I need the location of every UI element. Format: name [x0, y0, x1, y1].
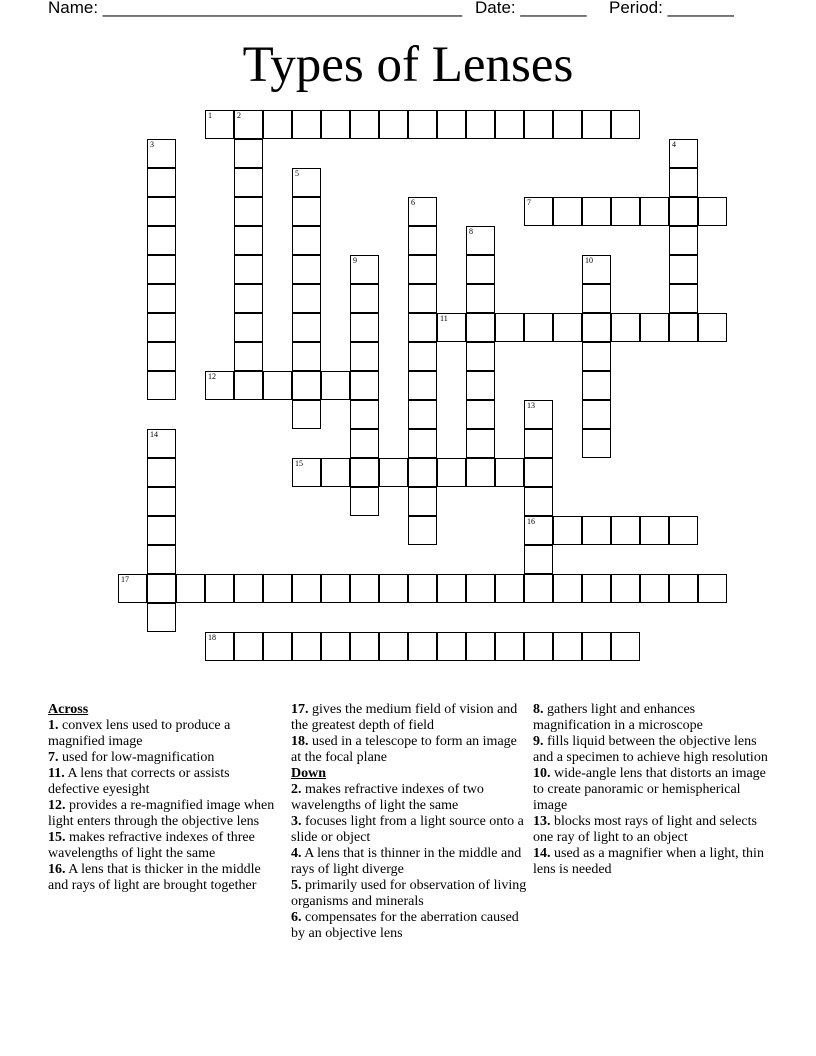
crossword-cell[interactable]	[495, 632, 524, 661]
crossword-cell[interactable]	[147, 603, 176, 632]
crossword-cell[interactable]	[408, 342, 437, 371]
clue-item	[48, 830, 284, 862]
crossword-cell[interactable]	[437, 110, 466, 139]
clues-column-1	[48, 702, 284, 894]
crossword-cell[interactable]	[408, 110, 437, 139]
clue-number: 9.	[533, 734, 544, 749]
crossword-cell[interactable]	[350, 487, 379, 516]
crossword-cell[interactable]	[669, 197, 698, 226]
cell-number: 18	[208, 633, 216, 642]
crossword-cell[interactable]	[611, 110, 640, 139]
crossword-cell[interactable]	[408, 284, 437, 313]
clue-text: makes refractive indexes of two wavelengths of light the same	[291, 782, 484, 813]
clue-item	[533, 766, 769, 814]
crossword-cell[interactable]	[408, 574, 437, 603]
crossword-cell[interactable]	[611, 632, 640, 661]
crossword-cell[interactable]	[466, 371, 495, 400]
crossword-cell[interactable]	[611, 574, 640, 603]
crossword-cell[interactable]	[205, 632, 234, 661]
clue-text: fills liquid between the objective lens and a specimen to achieve high resolution	[533, 734, 768, 765]
crossword-cell[interactable]	[147, 342, 176, 371]
clue-text: primarily used for observation of living organisms and minerals	[291, 878, 527, 909]
clue-item	[291, 702, 527, 734]
crossword-cell[interactable]	[205, 574, 234, 603]
crossword-cell[interactable]	[234, 255, 263, 284]
clue-text: focuses light from a light source onto a slide or object	[291, 814, 524, 845]
crossword-cell[interactable]	[379, 110, 408, 139]
crossword-cell[interactable]	[582, 255, 611, 284]
crossword-cell[interactable]	[553, 516, 582, 545]
crossword-cell[interactable]	[234, 342, 263, 371]
crossword-cell[interactable]	[437, 574, 466, 603]
crossword-cell[interactable]	[147, 545, 176, 574]
across-clue-list	[48, 718, 284, 894]
cell-number: 6	[411, 198, 415, 207]
crossword-cell[interactable]	[292, 342, 321, 371]
clue-number: 5.	[291, 878, 302, 893]
crossword-cell[interactable]	[582, 110, 611, 139]
cell-number: 9	[353, 256, 357, 265]
crossword-cell[interactable]	[669, 516, 698, 545]
clues-column-3	[533, 702, 769, 878]
crossword-cell[interactable]	[292, 255, 321, 284]
clue-number: 15.	[48, 830, 66, 845]
crossword-cell[interactable]	[234, 139, 263, 168]
cell-number: 8	[469, 227, 473, 236]
crossword-cell[interactable]	[524, 574, 553, 603]
crossword-cell[interactable]	[408, 516, 437, 545]
crossword-cell[interactable]	[524, 458, 553, 487]
clue-text: makes refractive indexes of three wavelengths of light the same	[48, 830, 255, 861]
cell-number: 7	[527, 198, 531, 207]
clue-item	[533, 846, 769, 878]
crossword-cell[interactable]	[698, 574, 727, 603]
clue-number: 10.	[533, 766, 551, 781]
clue-item	[48, 718, 284, 750]
clue-number: 11.	[48, 766, 65, 781]
crossword-cell[interactable]	[147, 516, 176, 545]
crossword-cell[interactable]	[553, 110, 582, 139]
crossword-cell[interactable]	[582, 342, 611, 371]
clue-text: gives the medium field of vision and the greatest depth of field	[291, 702, 518, 733]
crossword-cell[interactable]	[292, 226, 321, 255]
crossword-cell[interactable]	[640, 574, 669, 603]
clue-text: compensates for the aberration caused by an objective lens	[291, 910, 519, 941]
clue-number: 3.	[291, 814, 302, 829]
crossword-cell[interactable]	[147, 371, 176, 400]
crossword-cell[interactable]	[147, 255, 176, 284]
clue-number: 18.	[291, 734, 309, 749]
crossword-cell[interactable]	[350, 110, 379, 139]
crossword-cell[interactable]	[524, 545, 553, 574]
crossword-cell[interactable]	[292, 458, 321, 487]
crossword-cell[interactable]	[147, 458, 176, 487]
crossword-cell[interactable]	[582, 284, 611, 313]
crossword-cell[interactable]	[524, 487, 553, 516]
clue-text: wide-angle lens that distorts an image to create panoramic or hemispherical image	[533, 766, 766, 813]
crossword-cell[interactable]	[350, 429, 379, 458]
crossword-cell[interactable]	[234, 226, 263, 255]
crossword-cell[interactable]	[147, 226, 176, 255]
clue-number: 2.	[291, 782, 302, 797]
crossword-cell[interactable]	[350, 458, 379, 487]
clues-column-2	[291, 702, 527, 942]
crossword-cell[interactable]	[553, 197, 582, 226]
crossword-cell[interactable]	[321, 458, 350, 487]
crossword-cell[interactable]	[553, 632, 582, 661]
clue-number: 12.	[48, 798, 66, 813]
crossword-cell[interactable]	[466, 342, 495, 371]
crossword-cell[interactable]	[292, 371, 321, 400]
clue-item	[533, 702, 769, 734]
crossword-cell[interactable]	[437, 313, 466, 342]
cell-number: 15	[295, 459, 303, 468]
crossword-cell[interactable]	[408, 487, 437, 516]
crossword-cell[interactable]	[466, 400, 495, 429]
clue-item	[291, 910, 527, 942]
clue-text: A lens that is thinner in the middle and rays of light diverge	[291, 846, 522, 877]
crossword-cell[interactable]	[147, 168, 176, 197]
crossword-cell[interactable]	[350, 313, 379, 342]
crossword-cell[interactable]	[408, 197, 437, 226]
crossword-cell[interactable]	[524, 429, 553, 458]
crossword-cell[interactable]	[292, 284, 321, 313]
clue-text: used in a telescope to form an image at the focal plane	[291, 734, 517, 765]
crossword-cell[interactable]	[234, 371, 263, 400]
clue-number: 7.	[48, 750, 59, 765]
crossword-cell[interactable]	[524, 197, 553, 226]
crossword-cell[interactable]	[292, 313, 321, 342]
clue-number: 6.	[291, 910, 302, 925]
clue-item	[533, 814, 769, 846]
crossword-cell[interactable]	[640, 516, 669, 545]
crossword-cell[interactable]	[408, 371, 437, 400]
clue-number: 14.	[533, 846, 551, 861]
crossword-cell[interactable]	[292, 168, 321, 197]
name-field[interactable]: Name: ______________________________________	[48, 0, 463, 17]
crossword-cell[interactable]	[669, 168, 698, 197]
crossword-cell[interactable]	[408, 400, 437, 429]
clue-item	[48, 750, 284, 766]
crossword-cell[interactable]	[379, 632, 408, 661]
crossword-cell[interactable]	[350, 371, 379, 400]
crossword-cell[interactable]	[669, 226, 698, 255]
crossword-cell[interactable]	[582, 371, 611, 400]
crossword-cell[interactable]	[292, 400, 321, 429]
page-title: Types of Lenses	[242, 37, 574, 93]
date-field[interactable]: Date: _______	[475, 0, 587, 17]
clue-number: 8.	[533, 702, 544, 717]
crossword-cell[interactable]	[350, 255, 379, 284]
crossword-cell[interactable]	[147, 429, 176, 458]
crossword-cell[interactable]	[698, 197, 727, 226]
crossword-cell[interactable]	[147, 139, 176, 168]
crossword-cell[interactable]	[669, 313, 698, 342]
crossword-cell[interactable]	[350, 632, 379, 661]
crossword-cell[interactable]	[234, 110, 263, 139]
crossword-cell[interactable]	[234, 284, 263, 313]
clue-text: A lens that corrects or assists defective eyesight	[48, 766, 230, 797]
crossword-cell[interactable]	[263, 632, 292, 661]
crossword-cell[interactable]	[466, 226, 495, 255]
crossword-cell[interactable]	[118, 574, 147, 603]
clue-text: gathers light and enhances magnification in a microscope	[533, 702, 703, 733]
crossword-cell[interactable]	[234, 574, 263, 603]
clue-item	[291, 782, 527, 814]
crossword-cell[interactable]	[466, 284, 495, 313]
crossword-cell[interactable]	[553, 574, 582, 603]
clue-number: 1.	[48, 718, 59, 733]
across-heading: Across	[48, 702, 89, 717]
clue-number: 13.	[533, 814, 551, 829]
down-clue-list	[291, 782, 527, 942]
crossword-cell[interactable]	[408, 255, 437, 284]
crossword-cell[interactable]	[234, 313, 263, 342]
crossword-cell[interactable]	[466, 313, 495, 342]
crossword-cell[interactable]	[147, 574, 176, 603]
crossword-cell[interactable]	[495, 458, 524, 487]
crossword-cell[interactable]	[408, 632, 437, 661]
crossword-cell[interactable]	[495, 110, 524, 139]
crossword-cell[interactable]	[466, 574, 495, 603]
crossword-cell[interactable]	[495, 313, 524, 342]
crossword-cell[interactable]	[466, 429, 495, 458]
cell-number: 17	[121, 575, 129, 584]
clue-number: 17.	[291, 702, 309, 717]
crossword-cell[interactable]	[611, 197, 640, 226]
crossword-cell[interactable]	[176, 574, 205, 603]
cell-number: 13	[527, 401, 535, 410]
crossword-cell[interactable]	[437, 458, 466, 487]
crossword-cell[interactable]	[292, 197, 321, 226]
crossword-cell[interactable]	[669, 574, 698, 603]
cell-number: 5	[295, 169, 299, 178]
cell-number: 11	[440, 314, 448, 323]
clue-number: 4.	[291, 846, 302, 861]
down-heading: Down	[291, 766, 327, 781]
crossword-cell[interactable]	[524, 516, 553, 545]
crossword-cell[interactable]	[466, 458, 495, 487]
crossword-cell[interactable]	[669, 255, 698, 284]
crossword-cell[interactable]	[350, 342, 379, 371]
period-field[interactable]: Period: _______	[609, 0, 734, 17]
crossword-cell[interactable]	[524, 110, 553, 139]
crossword-cell[interactable]	[495, 574, 524, 603]
crossword-cell[interactable]	[263, 574, 292, 603]
crossword-cell[interactable]	[147, 313, 176, 342]
crossword-cell[interactable]	[466, 255, 495, 284]
clue-text: blocks most rays of light and selects one ray of light to an object	[533, 814, 757, 845]
cell-number: 10	[585, 256, 593, 265]
crossword-cell[interactable]	[205, 110, 234, 139]
crossword-cell[interactable]	[263, 110, 292, 139]
clue-item	[533, 734, 769, 766]
crossword-cell[interactable]	[292, 632, 321, 661]
crossword-cell[interactable]	[611, 516, 640, 545]
crossword-cell[interactable]	[582, 632, 611, 661]
crossword-cell[interactable]	[408, 429, 437, 458]
crossword-cell[interactable]	[321, 110, 350, 139]
across-clue-list-continued	[291, 702, 527, 766]
crossword-cell[interactable]	[611, 313, 640, 342]
crossword-cell[interactable]	[524, 632, 553, 661]
crossword-cell[interactable]	[234, 197, 263, 226]
cell-number: 12	[208, 372, 216, 381]
crossword-cell[interactable]	[640, 313, 669, 342]
crossword-cell[interactable]	[292, 110, 321, 139]
crossword-cell[interactable]	[582, 516, 611, 545]
crossword-cell[interactable]	[147, 284, 176, 313]
crossword-cell[interactable]	[408, 313, 437, 342]
crossword-cell[interactable]	[350, 400, 379, 429]
crossword-cell[interactable]	[582, 429, 611, 458]
crossword-cell[interactable]	[466, 110, 495, 139]
crossword-cell[interactable]	[147, 197, 176, 226]
crossword-cell[interactable]	[582, 313, 611, 342]
clue-number: 16.	[48, 862, 66, 877]
crossword-cell[interactable]	[408, 458, 437, 487]
cell-number: 1	[208, 111, 212, 120]
crossword-cell[interactable]	[263, 371, 292, 400]
clue-item	[291, 814, 527, 846]
crossword-cell[interactable]	[234, 168, 263, 197]
clue-text: provides a re-magnified image when light enters through the objective lens	[48, 798, 275, 829]
cell-number: 4	[672, 140, 676, 149]
crossword-cell[interactable]	[379, 574, 408, 603]
crossword-cell[interactable]	[147, 487, 176, 516]
clue-item	[48, 766, 284, 798]
crossword-cell[interactable]	[466, 632, 495, 661]
clue-text: used as a magnifier when a light, thin lens is needed	[533, 846, 764, 877]
clue-text: used for low-magnification	[58, 750, 215, 765]
cell-number: 16	[527, 517, 535, 526]
crossword-cell[interactable]	[524, 313, 553, 342]
clue-item	[291, 878, 527, 910]
crossword-cell[interactable]	[350, 574, 379, 603]
clue-text: convex lens used to produce a magnified image	[48, 718, 231, 749]
crossword-cell[interactable]	[321, 371, 350, 400]
crossword-cell[interactable]	[582, 400, 611, 429]
crossword-cell[interactable]	[292, 574, 321, 603]
crossword-cell[interactable]	[321, 574, 350, 603]
crossword-cell[interactable]	[408, 226, 437, 255]
crossword-cell[interactable]	[698, 313, 727, 342]
crossword-cell[interactable]	[640, 197, 669, 226]
cell-number: 14	[150, 430, 158, 439]
crossword-cell[interactable]	[553, 313, 582, 342]
crossword-cell[interactable]	[437, 632, 466, 661]
clue-item	[291, 734, 527, 766]
crossword-cell[interactable]	[321, 632, 350, 661]
crossword-cell[interactable]	[234, 632, 263, 661]
clue-text: A lens that is thicker in the middle and rays of light are brought together	[48, 862, 261, 893]
crossword-cell[interactable]	[669, 139, 698, 168]
clue-item	[291, 846, 527, 878]
crossword-cell[interactable]	[524, 400, 553, 429]
crossword-cell[interactable]	[582, 574, 611, 603]
crossword-cell[interactable]	[669, 284, 698, 313]
cell-number: 2	[237, 111, 241, 120]
crossword-cell[interactable]	[379, 458, 408, 487]
cell-number: 3	[150, 140, 154, 149]
clue-item	[48, 798, 284, 830]
down-clue-list-continued	[533, 702, 769, 878]
crossword-cell[interactable]	[350, 284, 379, 313]
clue-item	[48, 862, 284, 894]
crossword-cell[interactable]	[582, 197, 611, 226]
crossword-cell[interactable]	[205, 371, 234, 400]
